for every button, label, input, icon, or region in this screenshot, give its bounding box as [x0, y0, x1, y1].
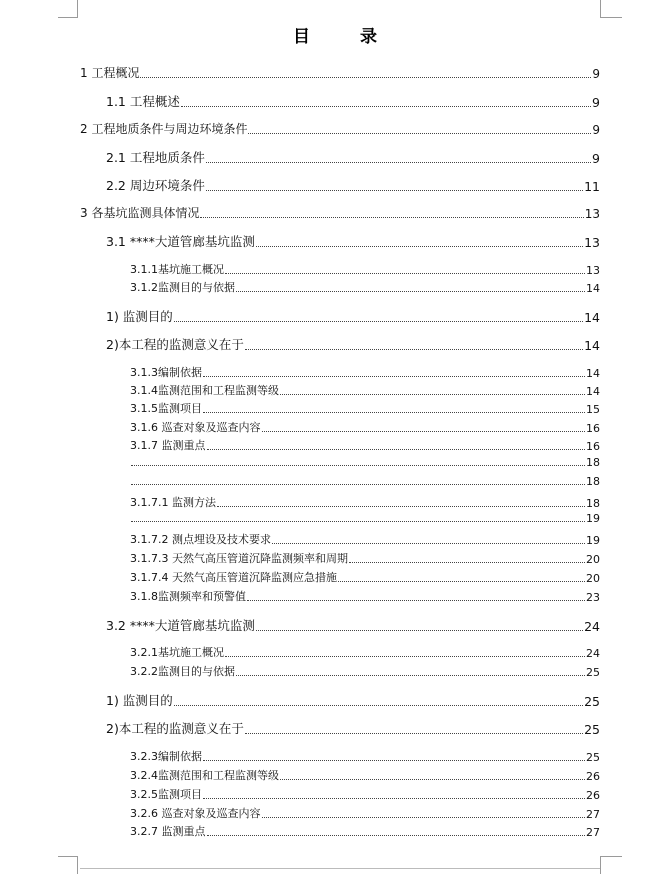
toc-entry-label: 3.2.4监测范围和工程监测等级: [130, 769, 279, 782]
toc-entry-page: 9: [592, 123, 600, 137]
toc-entry[interactable]: [80, 204, 600, 221]
toc-entry-page: 16: [586, 440, 600, 453]
toc-entry-page: 18: [586, 456, 600, 469]
toc-entry-label: 2.2 周边环境条件: [106, 178, 205, 193]
toc-entry[interactable]: [106, 719, 600, 737]
dot-leader: [217, 505, 585, 507]
toc-entry-page: 24: [584, 619, 600, 634]
dot-leader: [207, 834, 586, 836]
toc-entry[interactable]: [130, 456, 600, 469]
toc-entry[interactable]: [106, 335, 600, 353]
toc-entry-page: 14: [584, 338, 600, 353]
toc-entry-page: 14: [584, 310, 600, 325]
toc-entry[interactable]: [130, 644, 600, 660]
toc-entry[interactable]: [106, 616, 600, 634]
toc-entry-label: 3.1.7.2 测点埋设及技术要求: [130, 533, 271, 546]
dot-leader: [174, 320, 583, 322]
dot-leader: [256, 245, 583, 247]
toc-entry-page: 14: [586, 385, 600, 398]
toc-entry[interactable]: [130, 261, 600, 277]
toc-entry-label: 3.1.2监测目的与依据: [130, 281, 235, 294]
dot-leader: [262, 430, 586, 432]
toc-entry-page: 20: [586, 572, 600, 585]
toc-entry[interactable]: [130, 494, 600, 510]
toc-entry[interactable]: [80, 64, 600, 81]
toc-entry-label: 3.1.4监测范围和工程监测等级: [130, 384, 279, 397]
toc-entry[interactable]: [130, 512, 600, 525]
dot-leader: [338, 580, 585, 582]
dot-leader: [225, 655, 585, 657]
dot-leader: [181, 105, 591, 107]
toc-entry-page: 18: [586, 497, 600, 510]
toc-entry-page: 18: [586, 475, 600, 488]
toc-entry-label: 1) 监测目的: [106, 693, 173, 708]
toc-entry-label: 3.1.7.1 监测方法: [130, 496, 216, 509]
toc-entry[interactable]: [130, 475, 600, 488]
dot-leader: [248, 132, 591, 134]
toc-entry-page: 11: [584, 179, 600, 194]
toc-entry[interactable]: [130, 382, 600, 398]
toc-entry[interactable]: [130, 279, 600, 295]
toc-entry-label: 1.1 工程概述: [106, 94, 180, 109]
toc-entry[interactable]: [130, 663, 600, 679]
toc-entry-page: 25: [584, 722, 600, 737]
toc-entry-label: 2 工程地质条件与周边环境条件: [80, 122, 248, 136]
toc-entry-label: 3.2.7 监测重点: [130, 825, 206, 838]
dot-leader: [203, 411, 585, 413]
toc-entry-label: 3 各基坑监测具体情况: [80, 206, 200, 220]
toc-entry-page: 24: [586, 647, 600, 660]
dot-leader: [206, 189, 583, 191]
toc-entry-label: 3.1.1基坑施工概况: [130, 263, 224, 276]
toc-entry-page: 9: [592, 151, 600, 166]
toc-entry-page: 25: [586, 751, 600, 764]
toc-entry-page: 16: [586, 422, 600, 435]
toc-entry-label: 3.1.6 巡查对象及巡查内容: [130, 421, 261, 434]
toc-entry[interactable]: [106, 148, 600, 166]
dot-leader: [131, 520, 585, 522]
toc-entry-label: 3.2 ****大道管廊基坑监测: [106, 618, 255, 633]
dot-leader: [256, 629, 583, 631]
toc-entry-page: 13: [584, 235, 600, 250]
toc-entry[interactable]: [106, 176, 600, 194]
dot-leader: [203, 375, 585, 377]
toc-entry[interactable]: [130, 823, 600, 839]
toc-entry-page: 19: [586, 512, 600, 525]
toc-entry-page: 20: [586, 553, 600, 566]
toc-entry-label: 3.2.1基坑施工概况: [130, 646, 224, 659]
dot-leader: [140, 76, 591, 78]
toc-entry-label: 3.2.2监测目的与依据: [130, 665, 235, 678]
toc-entry-label: 3.2.3编制依据: [130, 750, 202, 763]
toc-entry-label: 3.1.3编制依据: [130, 366, 202, 379]
dot-leader: [225, 272, 585, 274]
dot-leader: [262, 816, 586, 818]
dot-leader: [349, 561, 585, 563]
dot-leader: [245, 732, 583, 734]
toc-entry-label: 1) 监测目的: [106, 309, 173, 324]
dot-leader: [203, 797, 585, 799]
toc-entry-page: 27: [586, 808, 600, 821]
toc-entry[interactable]: [130, 437, 600, 453]
toc-entry-label: 2.1 工程地质条件: [106, 150, 205, 165]
toc-entry[interactable]: [106, 691, 600, 709]
dot-leader: [131, 464, 585, 466]
dot-leader: [245, 348, 583, 350]
dot-leader: [280, 393, 585, 395]
dot-leader: [236, 674, 585, 676]
dot-leader: [206, 161, 591, 163]
dot-leader: [207, 448, 586, 450]
toc-entry-page: 25: [584, 694, 600, 709]
toc-entry[interactable]: [130, 588, 600, 604]
toc-entry[interactable]: [130, 400, 600, 416]
footer-divider: [80, 868, 600, 869]
toc-entry-page: 26: [586, 789, 600, 802]
toc-entry-page: 9: [592, 67, 600, 81]
toc-entry-page: 25: [586, 666, 600, 679]
page-title: 目 录: [293, 27, 399, 47]
dot-leader: [174, 704, 583, 706]
dot-leader: [280, 778, 585, 780]
toc-entry[interactable]: [106, 232, 600, 250]
toc-entry[interactable]: [130, 531, 600, 547]
toc-entry-page: 26: [586, 770, 600, 783]
toc-entry[interactable]: [130, 364, 600, 380]
toc-entry[interactable]: [130, 786, 600, 802]
toc-entry-label: 3.1.8监测频率和预警值: [130, 590, 246, 603]
toc-entry-label: 3.1.7.3 天然气高压管道沉降监测频率和周期: [130, 552, 348, 565]
toc-entry[interactable]: [80, 120, 600, 137]
toc-entry[interactable]: [130, 569, 600, 585]
toc-entry[interactable]: [130, 748, 600, 764]
toc-entry[interactable]: [106, 307, 600, 325]
toc-entry-page: 15: [586, 403, 600, 416]
toc-entry-page: 13: [586, 264, 600, 277]
toc-entry[interactable]: [130, 550, 600, 566]
dot-leader: [203, 759, 585, 761]
toc-entry-page: 23: [586, 591, 600, 604]
dot-leader: [247, 599, 585, 601]
dot-leader: [272, 542, 585, 544]
toc-entry[interactable]: [130, 805, 600, 821]
toc-entry-page: 27: [586, 826, 600, 839]
dot-leader: [236, 290, 585, 292]
toc-entry-label: 1 工程概况: [80, 66, 140, 80]
toc-entry-label: 3.1.5监测项目: [130, 402, 202, 415]
dot-leader: [131, 483, 585, 485]
toc-entry[interactable]: [130, 767, 600, 783]
toc-entry-page: 13: [584, 207, 600, 221]
dot-leader: [200, 216, 583, 218]
toc-entry-label: 2)本工程的监测意义在于: [106, 721, 244, 736]
toc-entry[interactable]: [130, 419, 600, 435]
toc-entry-page: 19: [586, 534, 600, 547]
toc-entry-page: 9: [592, 95, 600, 110]
toc-entry-label: 3.1.7.4 天然气高压管道沉降监测应急措施: [130, 571, 337, 584]
toc-entry-label: 3.2.6 巡查对象及巡查内容: [130, 807, 261, 820]
toc-entry-label: 3.2.5监测项目: [130, 788, 202, 801]
toc-entry[interactable]: [106, 92, 600, 110]
toc-entry-page: 14: [586, 282, 600, 295]
toc-entry-page: 14: [586, 367, 600, 380]
toc-entry-label: 2)本工程的监测意义在于: [106, 337, 244, 352]
toc-entry-label: 3.1 ****大道管廊基坑监测: [106, 234, 255, 249]
toc-entry-label: 3.1.7 监测重点: [130, 439, 206, 452]
